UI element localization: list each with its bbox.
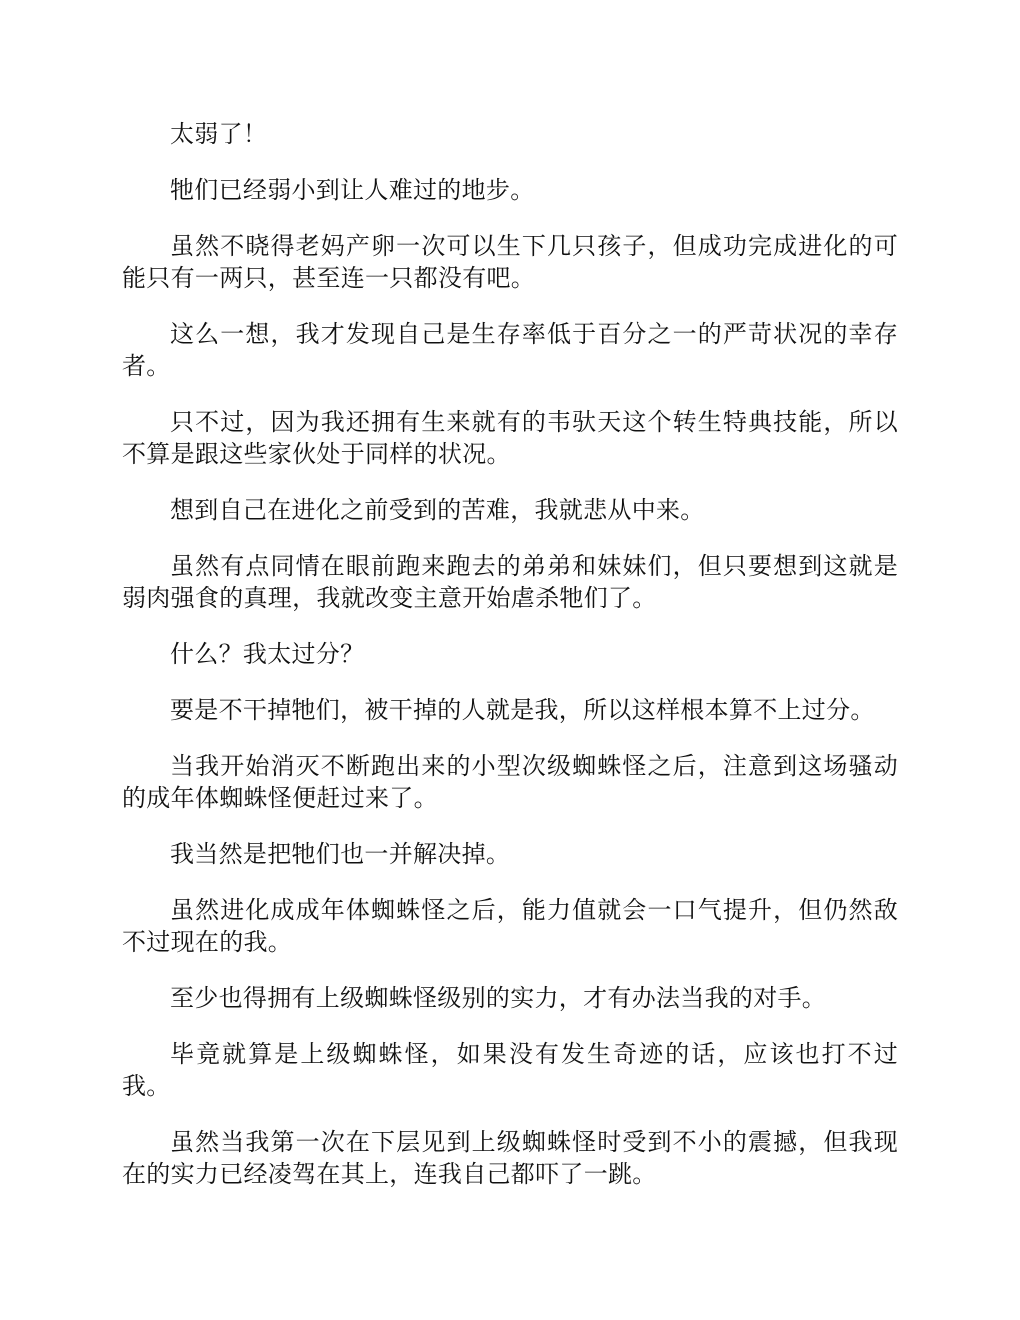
document-page — [122, 118, 898, 1214]
paragraph: 要是不干掉牠们，被干掉的人就是我，所以这样根本算不上过分。 — [170, 696, 875, 724]
paragraph: 虽然有点同情在眼前跑来跑去的弟弟和妹妹们，但只要想到这就是弱肉强食的真理，我就改变主意开始虐杀牠们了。 — [122, 552, 898, 612]
paragraph: 虽然进化成成年体蜘蛛怪之后，能力值就会一口气提升，但仍然敌不过现在的我。 — [122, 896, 898, 956]
paragraph: 想到自己在进化之前受到的苦难，我就悲从中来。 — [170, 496, 705, 524]
paragraph: 当我开始消灭不断跑出来的小型次级蜘蛛怪之后，注意到这场骚动的成年体蜘蛛怪便赶过来了。 — [122, 752, 898, 812]
paragraph: 我当然是把牠们也一并解决掉。 — [170, 840, 511, 868]
paragraph: 牠们已经弱小到让人难过的地步。 — [170, 176, 535, 204]
paragraph: 毕竟就算是上级蜘蛛怪，如果没有发生奇迹的话，应该也打不过我。 — [122, 1040, 898, 1100]
paragraph: 至少也得拥有上级蜘蛛怪级别的实力，才有办法当我的对手。 — [170, 984, 827, 1012]
paragraph: 这么一想，我才发现自己是生存率低于百分之一的严苛状况的幸存者。 — [122, 320, 898, 380]
paragraph: 虽然当我第一次在下层见到上级蜘蛛怪时受到不小的震撼，但我现在的实力已经凌驾在其上，连我自己都吓了一跳。 — [122, 1128, 898, 1188]
paragraph: 只不过，因为我还拥有生来就有的韦驮天这个转生特典技能，所以不算是跟这些家伙处于同样的状况。 — [122, 408, 898, 468]
paragraph: 什么？我太过分？ — [170, 640, 365, 668]
paragraph: 虽然不晓得老妈产卵一次可以生下几只孩子，但成功完成进化的可能只有一两只，甚至连一只都没有吧。 — [122, 232, 898, 292]
paragraph: 太弱了！ — [170, 120, 268, 148]
